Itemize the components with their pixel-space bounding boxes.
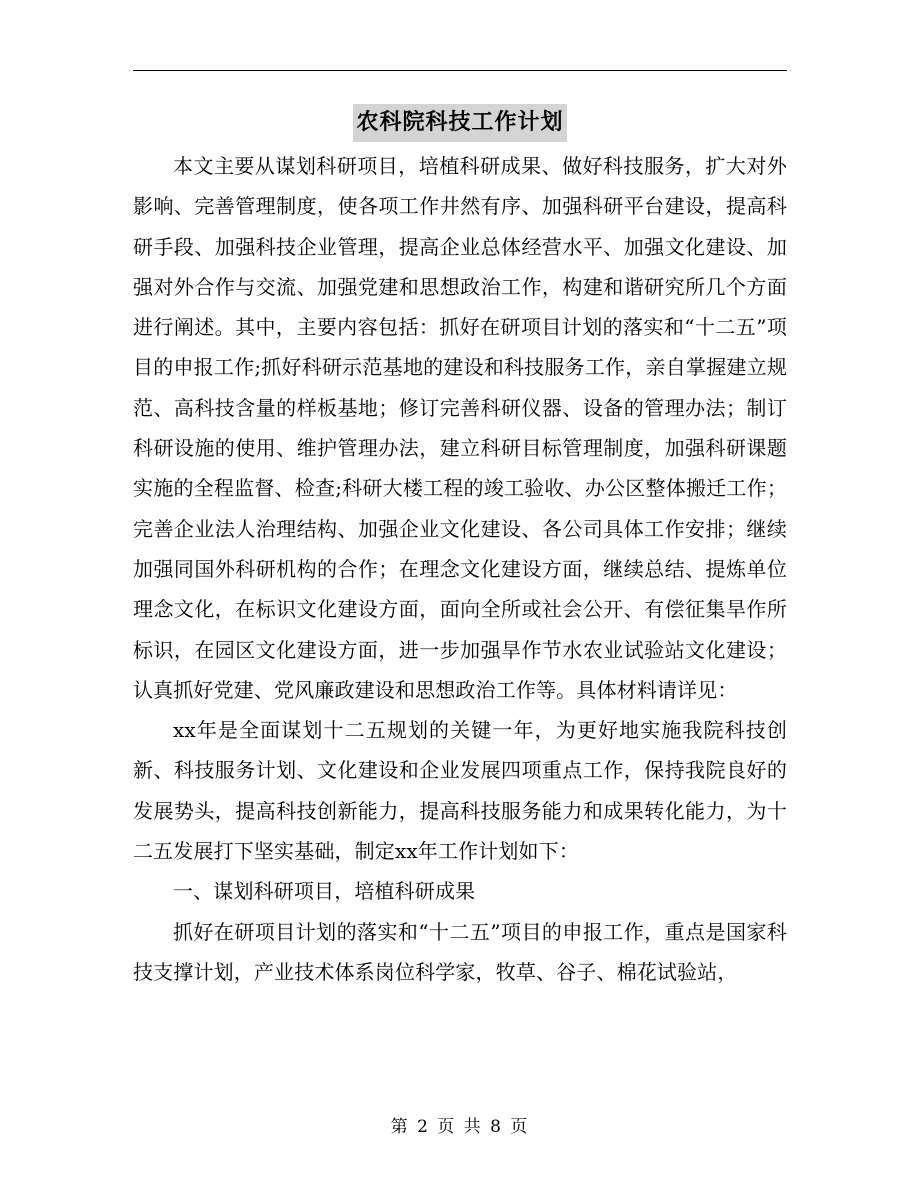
document-title: 农科院科技工作计划 bbox=[353, 104, 566, 142]
paragraph-summary: 本文主要从谋划科研项目，培植科研成果、做好科技服务，扩大对外影响、完善管理制度，使各项工作井然有序、加强科研平台建设，提高科研手段、加强科技企业管理，提高企业总体经营水平、加强文化建设、加强对外合作与交流、加强党建和思想政治工作，构建和谐研究所几个方面进行阐述。其中，主要内容包括：抓好在研项目计划的落实和“十二五”项目的申报工作;抓好科研示范基地的建设和科技服务工作，亲自掌握建立规范、高科技含量的样板基地；修订完善科研仪器、设备的管理办法；制订科研设施的使用、维护管理办法，建立科研目标管理制度，加强科研课题实施的全程监督、检查;科研大楼工程的竣工验收、办公区整体搬迁工作；完善企业法人治理结构、加强企业文化建设、各公司具体工作安排；继续加强同国外科研机构的合作；在理念文化建设方面，继续总结、提炼单位理念文化，在标识文化建设方面，面向全所或社会公开、有偿征集旱作所标识，在园区文化建设方面，进一步加强旱作节水农业试验站文化建设；认真抓好党建、党风廉政建设和思想政治工作等。具体材料请详见： bbox=[133, 154, 787, 702]
header-rule bbox=[133, 70, 787, 71]
title-container bbox=[0, 104, 920, 142]
page-footer: 第 2 页 共 8 页 bbox=[390, 1117, 530, 1137]
document-body bbox=[133, 146, 787, 992]
paragraph-section-1: 抓好在研项目计划的落实和“十二五”项目的申报工作，重点是国家科技支撑计划，产业技术体系岗位科学家，牧草、谷子、棉花试验站， bbox=[133, 919, 787, 984]
paragraph-intro: xx年是全面谋划十二五规划的关键一年，为更好地实施我院科技创新、科技服务计划、文化建设和企业发展四项重点工作，保持我院良好的发展势头，提高科技创新能力，提高科技服务能力和成果转化能力，为十二五发展打下坚实基础，制定xx年工作计划如下： bbox=[133, 718, 787, 864]
section-heading: 一、谋划科研项目，培植科研成果 bbox=[173, 879, 476, 904]
